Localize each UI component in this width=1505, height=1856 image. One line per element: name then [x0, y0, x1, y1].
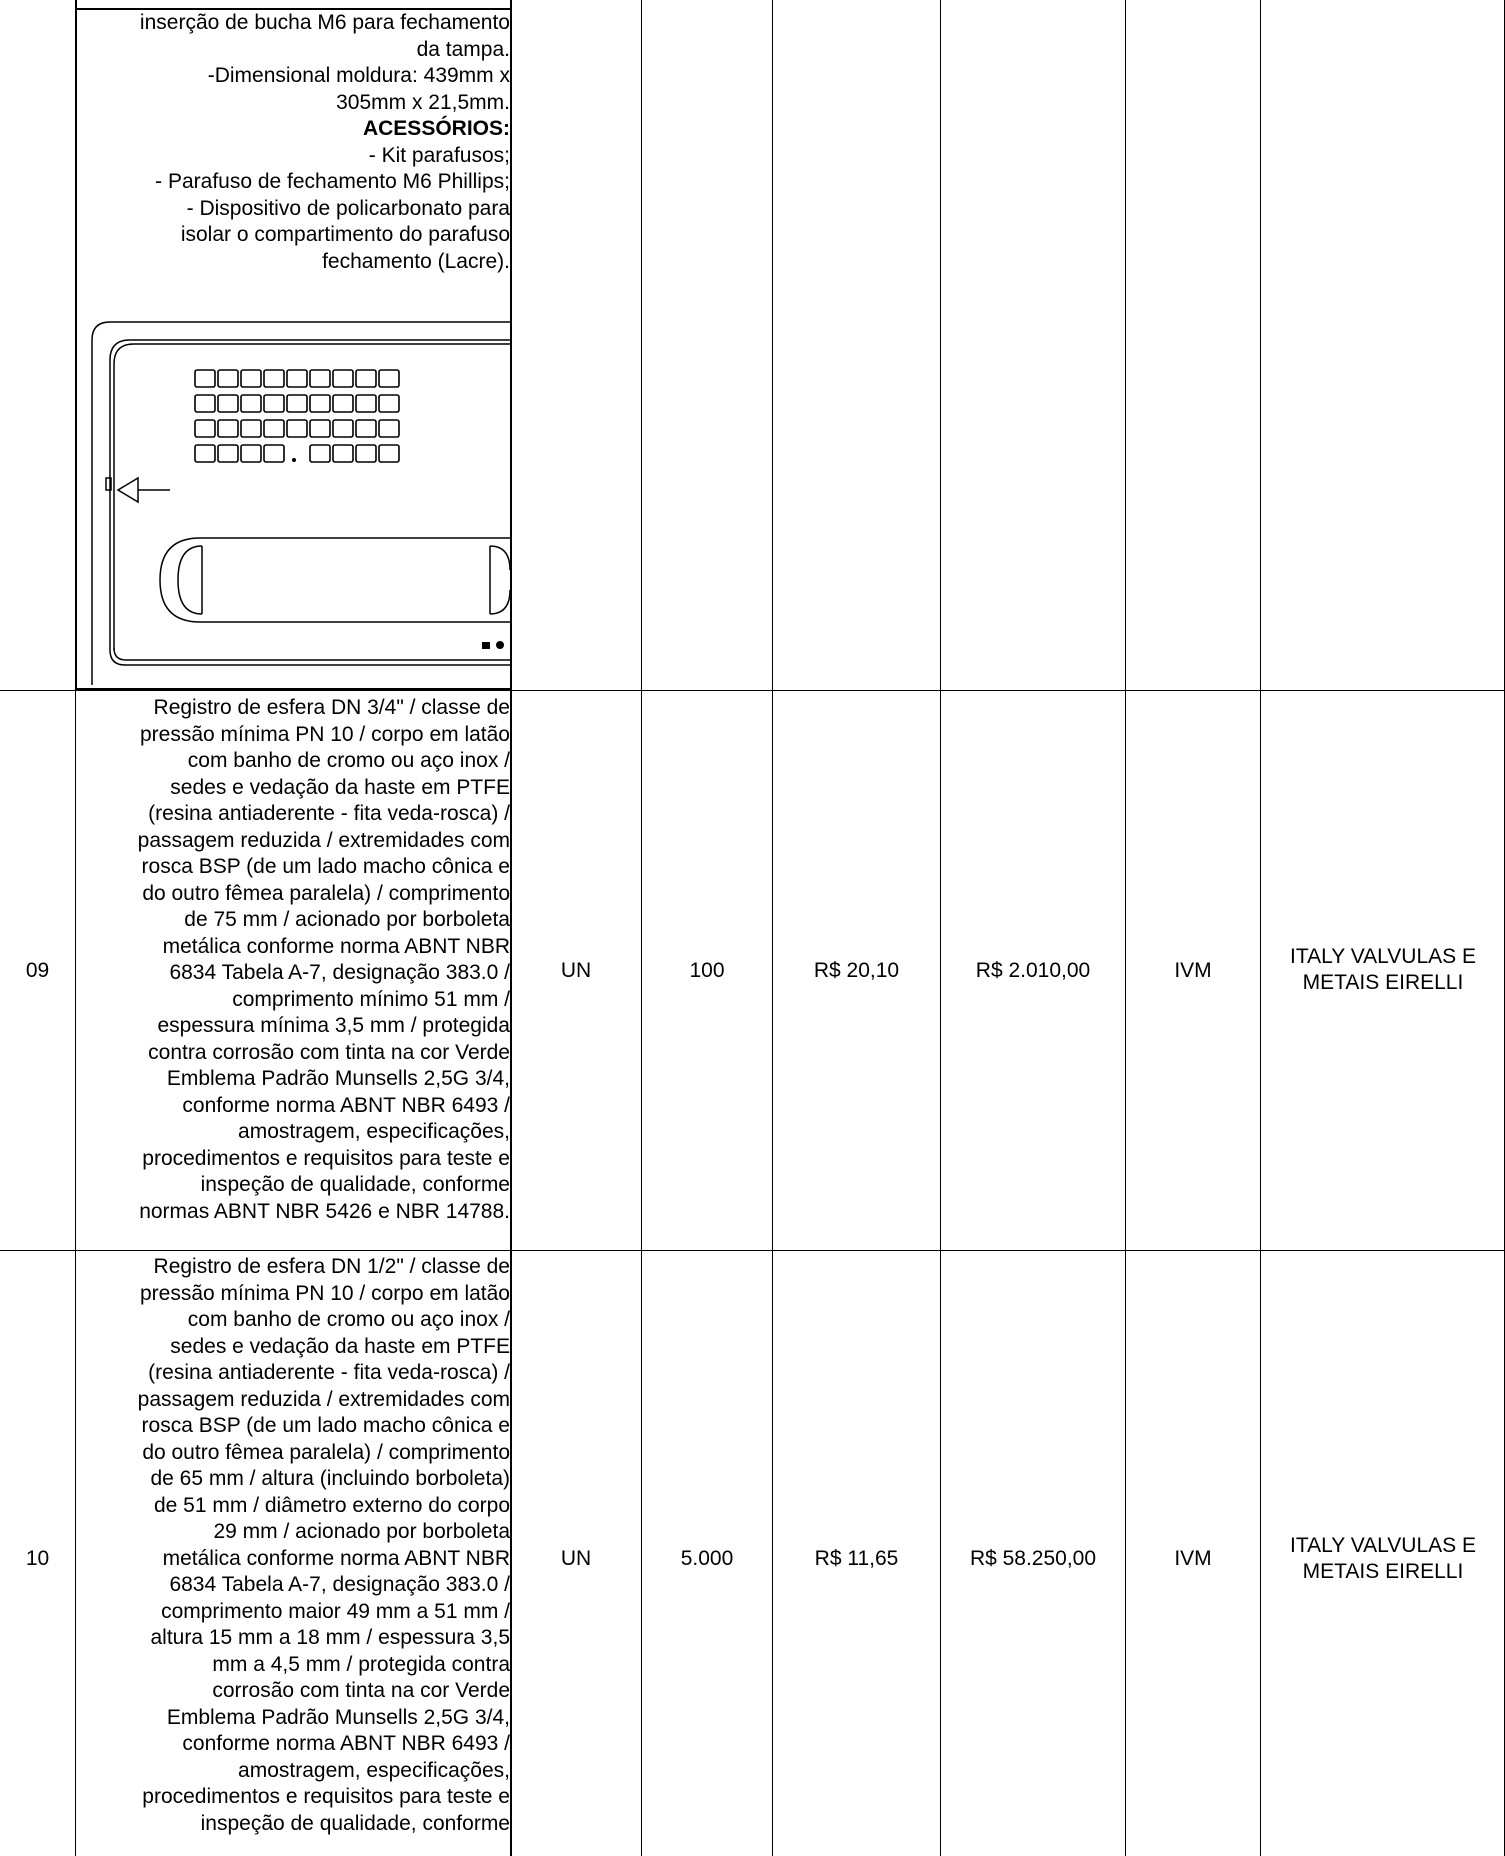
description-line: normas ABNT NBR 5426 e NBR 14788.: [139, 1199, 510, 1223]
description-line: metálica conforme norma ABNT NBR: [162, 1546, 510, 1570]
brand-cell: IVM: [1174, 959, 1212, 982]
description-line: conforme norma ABNT NBR 6493 /: [182, 1093, 510, 1117]
grid-line: [510, 0, 512, 1856]
description-line: mm a 4,5 mm / protegida contra: [212, 1652, 510, 1676]
item-number: 09: [25, 959, 50, 982]
grid-line: [1125, 0, 1126, 1856]
accessory-line: fechamento (Lacre).: [322, 249, 510, 273]
description-line: comprimento maior 49 mm a 51 mm /: [161, 1599, 510, 1623]
description-line: rosca BSP (de um lado macho cônica e: [141, 1414, 510, 1437]
total-cell: R$ 2.010,00: [975, 959, 1091, 982]
grid-line: [940, 0, 941, 1856]
quantity-cell: 100: [689, 959, 725, 982]
accessory-line: - Parafuso de fechamento M6 Phillips;: [155, 170, 510, 193]
description-line: (resina antiaderente - fita veda-rosca) /: [148, 802, 510, 825]
description-line: do outro fêmea paralela) / comprimento: [142, 1440, 510, 1464]
description-line: metálica conforme norma ABNT NBR: [162, 934, 510, 958]
description-line: contra corrosão com tinta na cor Verde: [148, 1040, 510, 1064]
description-line: de 75 mm / acionado por borboleta: [184, 908, 510, 931]
grid-line: [772, 0, 773, 1856]
unit-cell: UN: [560, 959, 592, 982]
grid-line: [75, 0, 77, 690]
description-line: de 51 mm / diâmetro externo do corpo: [153, 1493, 510, 1517]
description-line: Emblema Padrão Munsells 2,5G 3/4,: [166, 1705, 510, 1729]
description-line: do outro fêmea paralela) / comprimento: [142, 881, 510, 905]
description-line: Emblema Padrão Munsells 2,5G 3/4,: [166, 1067, 510, 1090]
description-line: amostragem, especificações,: [238, 1120, 510, 1143]
description-line: 29 mm / acionado por borboleta: [213, 1520, 510, 1543]
grid-line: [0, 1250, 1505, 1251]
accessory-line: - Kit parafusos;: [368, 143, 510, 167]
description-line: inspeção de qualidade, conforme: [200, 1811, 510, 1835]
unit-price-cell: R$ 20,10: [813, 959, 900, 982]
description-line: 6834 Tabela A-7, designação 383.0 /: [169, 1573, 510, 1596]
description-line: altura 15 mm a 18 mm / espessura 3,5: [150, 1626, 510, 1649]
description-line: procedimentos e requisitos para teste e: [142, 1146, 510, 1170]
accessories-heading: ACESSÓRIOS:: [362, 117, 510, 140]
description-line: conforme norma ABNT NBR 6493 /: [182, 1732, 510, 1755]
description-line: sedes e vedação da haste em PTFE: [170, 1334, 510, 1358]
description-line: Registro de esfera DN 3/4" / classe de: [153, 696, 510, 719]
description-line: (resina antiaderente - fita veda-rosca) /: [148, 1361, 510, 1384]
supplier-cell: ITALY VALVULAS E METAIS EIRELLI: [1290, 945, 1476, 994]
accessory-line: - Dispositivo de policarbonato para: [186, 196, 510, 220]
description-line: com banho de cromo ou aço inox /: [187, 749, 510, 772]
description-line: inserção de bucha M6 para fechamento: [139, 11, 510, 34]
description-line: de 65 mm / altura (incluindo borboleta): [150, 1467, 510, 1490]
description-line: comprimento mínimo 51 mm /: [232, 987, 510, 1011]
description-line: pressão mínima PN 10 / corpo em latão: [139, 722, 510, 746]
description-line: -Dimensional moldura: 439mm x: [207, 64, 510, 87]
description-line: rosca BSP (de um lado macho cônica e: [141, 855, 510, 878]
brand-cell: IVM: [1174, 1547, 1212, 1570]
grid-line: [0, 690, 1505, 691]
description-line: sedes e vedação da haste em PTFE: [170, 775, 510, 799]
row-09-description: [80, 695, 510, 1225]
description-line: 305mm x 21,5mm.: [336, 90, 510, 114]
description-line: passagem reduzida / extremidades com: [137, 828, 510, 852]
description-line: amostragem, especificações,: [238, 1758, 510, 1782]
description-line: 6834 Tabela A-7, designação 383.0 /: [169, 961, 510, 984]
grid-line: [1260, 0, 1261, 1856]
item-number: 10: [25, 1547, 50, 1570]
unit-cell: UN: [560, 1547, 592, 1570]
quantity-cell: 5.000: [680, 1547, 734, 1570]
supplier-cell: ITALY VALVULAS E METAIS EIRELLI: [1290, 1534, 1476, 1583]
description-line: passagem reduzida / extremidades com: [137, 1387, 510, 1411]
description-line: Registro de esfera DN 1/2" / classe de: [153, 1255, 510, 1278]
description-line: espessura mínima 3,5 mm / protegida: [157, 1014, 510, 1037]
description-line: inspeção de qualidade, conforme: [200, 1173, 510, 1196]
grid-line: [641, 0, 642, 1856]
row-08-description: [80, 10, 510, 275]
unit-price-cell: R$ 11,65: [814, 1547, 899, 1570]
row-10-description: [80, 1254, 510, 1837]
description-line: corrosão com tinta na cor Verde: [212, 1679, 510, 1702]
description-line: com banho de cromo ou aço inox /: [187, 1308, 510, 1331]
product-drawing: [90, 320, 510, 685]
description-line: procedimentos e requisitos para teste e: [142, 1785, 510, 1808]
description-line: pressão mínima PN 10 / corpo em latão: [139, 1281, 510, 1305]
accessory-line: isolar o compartimento do parafuso: [180, 223, 510, 246]
description-line: da tampa.: [416, 37, 510, 61]
total-cell: R$ 58.250,00: [969, 1547, 1097, 1570]
